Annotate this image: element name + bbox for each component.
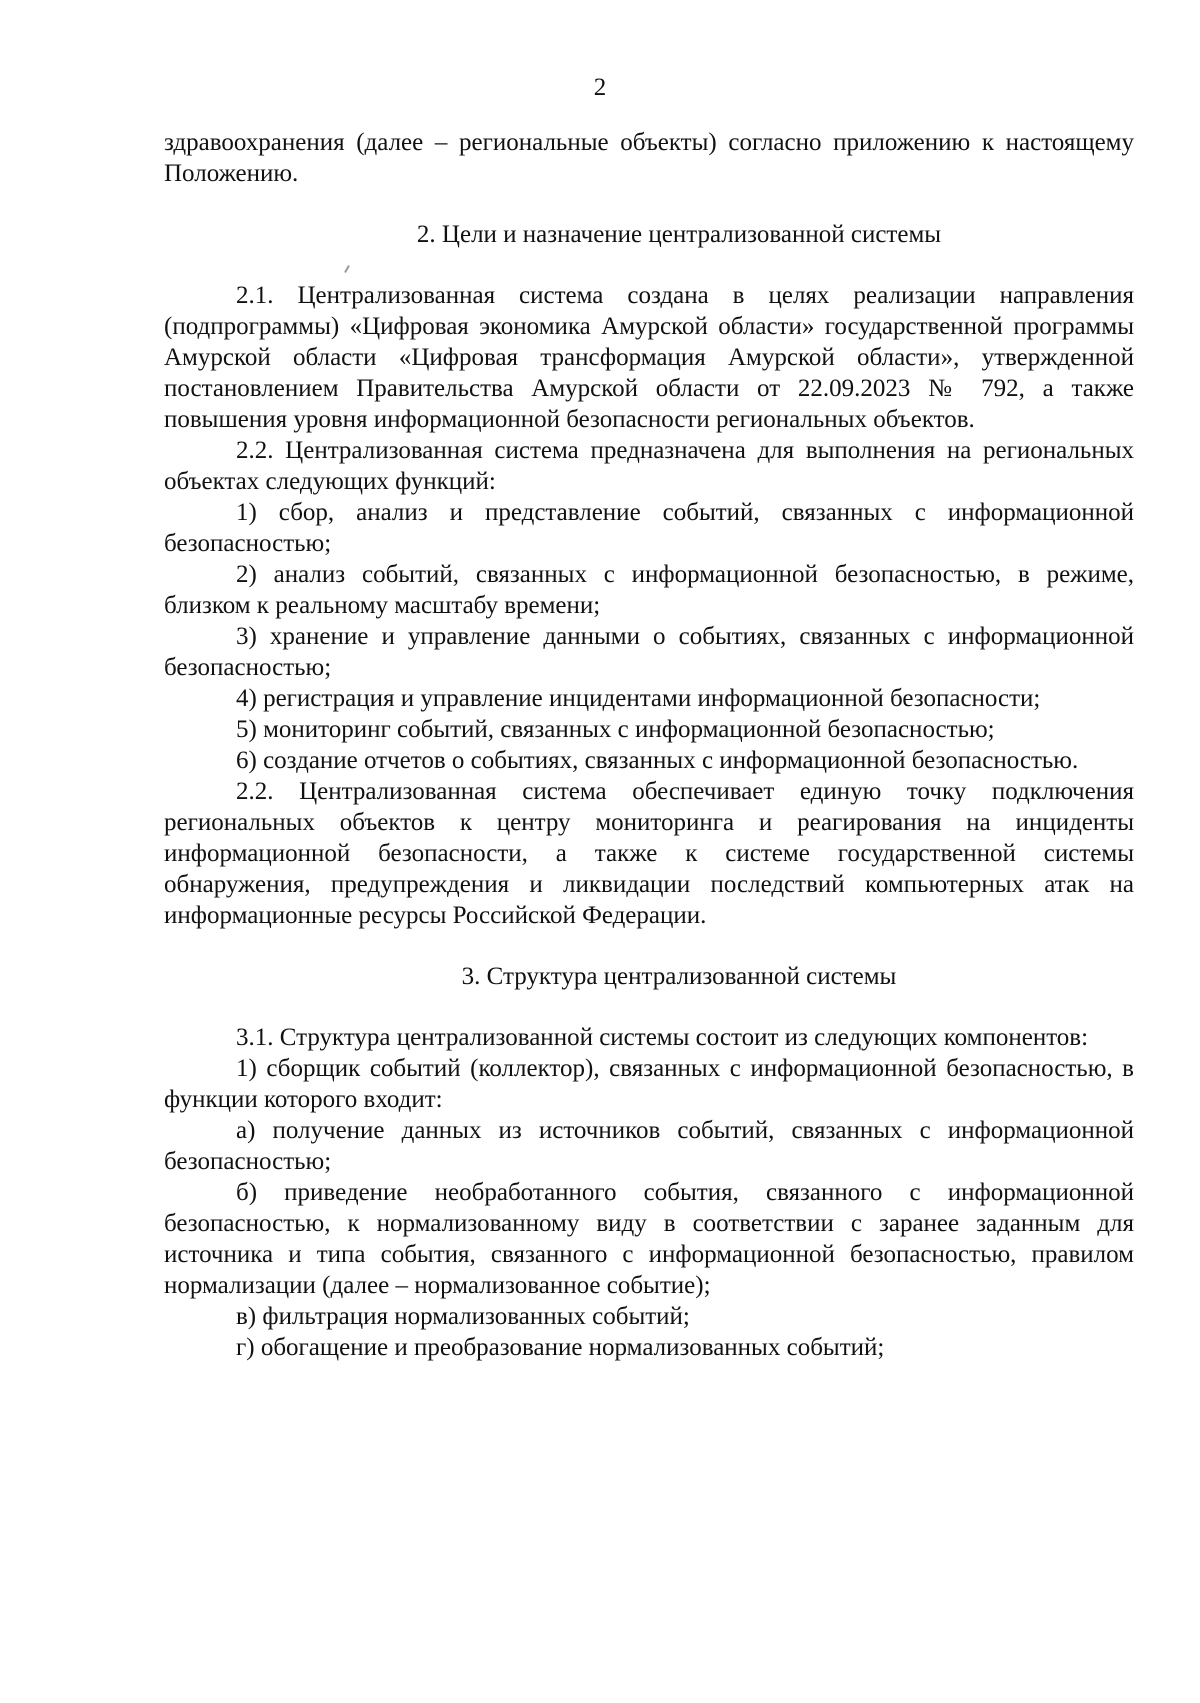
list-item: 1) сборщик событий (коллектор), связанных с информационной безопасностью, в функции которого входит: xyxy=(164,1055,1134,1113)
section-3-heading: 3. Структура централизованной системы xyxy=(461,963,897,990)
list-item: 2) анализ событий, связанных с информационной безопасностью, в режиме, близком к реальному масштабу времени; xyxy=(164,561,1134,619)
sub-list-item: б) приведение необработанного события, связанного с информационной безопасностью, к нормализованному виду в соответствии с заранее заданным для источника и типа события, связанного с информационной безопасностью, правилом нормализации (далее – нормализованное событие); xyxy=(164,1179,1134,1299)
sub-list-item: в) фильтрация нормализованных событий; xyxy=(236,1303,690,1330)
paragraph-3-1: 3.1. Структура централизованной системы состоит из следующих компонентов: xyxy=(236,1024,1089,1051)
paragraph-2-1: 2.1. Централизованная система создана в целях реализации направления (подпрограммы) «Цифровая экономика Амурской области» государственной программы Амурской области «Цифровая трансформация Амурской области», утвержденной постановлением Правительства Амурской области от 22.09.2023 № 792, а также повышения уровня информационной безопасности региональных объектов. xyxy=(164,282,1134,433)
sub-list-item: а) получение данных из источников событий, связанных с информационной безопасностью; xyxy=(164,1117,1134,1175)
list-item: 6) создание отчетов о событиях, связанных с информационной безопасностью. xyxy=(236,747,1079,774)
sub-list-item: г) обогащение и преобразование нормализованных событий; xyxy=(236,1334,885,1361)
list-item: 5) мониторинг событий, связанных с информационной безопасностью; xyxy=(236,716,995,743)
list-item: 3) хранение и управление данными о событиях, связанных с информационной безопасностью; xyxy=(164,623,1134,681)
paragraph-2-2: 2.2. Централизованная система предназначена для выполнения на региональных объектах следующих функций: xyxy=(164,437,1134,495)
paragraph-2-2b: 2.2. Централизованная система обеспечивает единую точку подключения региональных объектов к центру мониторинга и реагирования на инциденты информационной безопасности, а также к системе государственной системы обнаружения, предупреждения и ликвидации последствий компьютерных атак на информационные ресурсы Российской Федерации. xyxy=(164,778,1134,929)
section-2-heading: 2. Цели и назначение централизованной системы xyxy=(416,221,942,248)
list-item: 1) сбор, анализ и представление событий, связанных с информационной безопасностью; xyxy=(164,499,1134,557)
list-item: 4) регистрация и управление инцидентами информационной безопасности; xyxy=(236,685,1041,712)
page-number: 2 xyxy=(593,74,607,101)
document-body xyxy=(164,127,1134,1363)
intro-paragraph: здравоохранения (далее – региональные объекты) согласно приложению к настоящему Положению. xyxy=(164,129,1134,187)
